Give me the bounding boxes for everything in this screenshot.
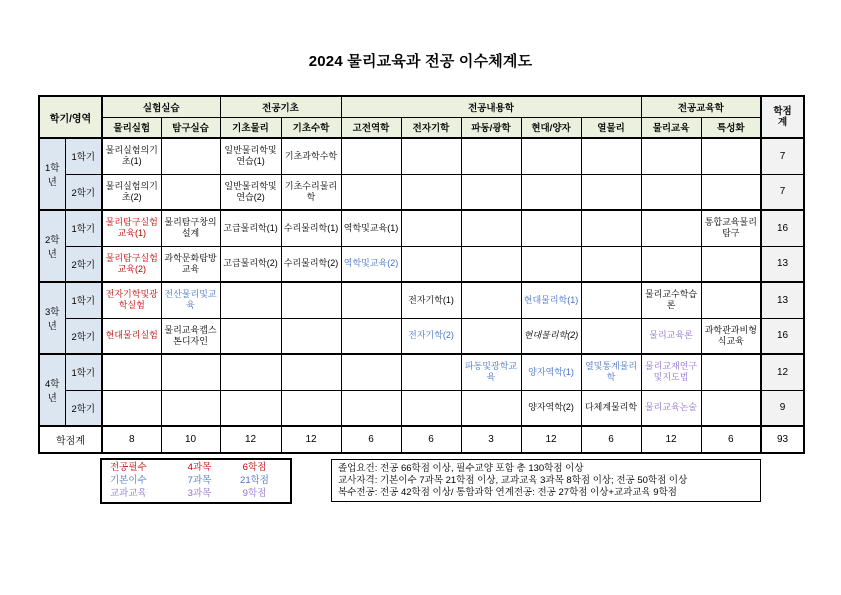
course-cell: 물리탐구실험교육(2) (102, 246, 161, 282)
footer-credit: 12 (220, 426, 281, 453)
footer-credit: 6 (401, 426, 461, 453)
course-cell (641, 246, 701, 282)
semester-label: 2학기 (65, 174, 102, 210)
course-cell: 파동및광학교육 (461, 354, 521, 390)
course-cell: 양자역학(2) (521, 390, 581, 426)
course-cell (461, 210, 521, 246)
requirements-box (331, 459, 761, 502)
legend-row-required: 전공필수 4과목 6학점 (110, 462, 267, 474)
semester-label: 1학기 (65, 210, 102, 246)
course-cell (220, 318, 281, 354)
course-cell: 역학및교육(1) (341, 210, 401, 246)
course-cell: 수리물리학(2) (281, 246, 341, 282)
year-label: 3학년 (39, 282, 65, 354)
course-cell (461, 246, 521, 282)
course-cell (281, 282, 341, 318)
course-cell: 열및통계물리학 (581, 354, 641, 390)
legend-row-basic: 기본이수 7과목 21학점 (110, 474, 269, 486)
column-header: 탐구실습 (161, 117, 220, 138)
course-cell (701, 390, 761, 426)
credits-cell: 7 (761, 138, 804, 174)
column-header: 현대/양자 (521, 117, 581, 138)
footer-credit: 6 (581, 426, 641, 453)
column-header: 기초물리 (220, 117, 281, 138)
group-header-lab: 실험실습 (102, 96, 220, 117)
course-cell (281, 354, 341, 390)
footer-credit: 8 (102, 426, 161, 453)
year-label: 1학년 (39, 138, 65, 210)
course-cell (401, 246, 461, 282)
course-cell: 현대물리학(2) (521, 318, 581, 354)
group-header-pedagogy: 전공교육학 (641, 96, 761, 117)
semester-label: 2학기 (65, 318, 102, 354)
semester-label: 1학기 (65, 282, 102, 318)
course-cell: 전자기학(2) (401, 318, 461, 354)
course-cell (401, 174, 461, 210)
course-cell (461, 138, 521, 174)
credits-cell: 13 (761, 246, 804, 282)
requirement-line: 복수전공: 전공 42학점 이상/ 통합과학 연계전공: 전공 27학점 이상+교과교육 9학점 (338, 486, 677, 498)
course-cell: 기초과학수학 (281, 138, 341, 174)
footer-credit: 6 (701, 426, 761, 453)
legend-box (100, 458, 292, 504)
course-cell (521, 246, 581, 282)
course-cell (102, 390, 161, 426)
course-cell: 양자역학(1) (521, 354, 581, 390)
course-cell (581, 174, 641, 210)
footer-credit: 3 (461, 426, 521, 453)
course-cell (281, 318, 341, 354)
credits-cell: 9 (761, 390, 804, 426)
footer-credit: 6 (341, 426, 401, 453)
course-cell (341, 354, 401, 390)
course-cell (461, 282, 521, 318)
course-cell (581, 246, 641, 282)
course-cell (341, 318, 401, 354)
course-cell (102, 354, 161, 390)
course-cell (641, 210, 701, 246)
course-cell (161, 138, 220, 174)
course-cell: 현대물리학(1) (521, 282, 581, 318)
course-cell: 전산물리및교육 (161, 282, 220, 318)
corner-header: 학기/영역 (39, 96, 102, 138)
course-cell: 고급물리학(1) (220, 210, 281, 246)
course-cell (581, 138, 641, 174)
course-cell (701, 282, 761, 318)
course-cell: 물리교육캡스톤디자인 (161, 318, 220, 354)
course-cell: 일반물리학및연습(2) (220, 174, 281, 210)
course-cell: 물리실험의기초(1) (102, 138, 161, 174)
course-cell (521, 174, 581, 210)
course-cell (401, 210, 461, 246)
column-header: 물리교육 (641, 117, 701, 138)
course-cell: 기초수리물리학 (281, 174, 341, 210)
course-cell (581, 210, 641, 246)
course-cell (461, 390, 521, 426)
course-cell (641, 174, 701, 210)
course-cell (701, 174, 761, 210)
course-cell (401, 354, 461, 390)
course-cell (461, 318, 521, 354)
credits-cell: 12 (761, 354, 804, 390)
course-cell: 전자기학(1) (401, 282, 461, 318)
credits-cell: 16 (761, 210, 804, 246)
course-cell (701, 246, 761, 282)
footer-label: 학점계 (39, 426, 102, 453)
course-cell (341, 390, 401, 426)
column-header: 열물리 (581, 117, 641, 138)
course-cell (641, 138, 701, 174)
course-cell: 물리교재연구및지도법 (641, 354, 701, 390)
course-cell (401, 138, 461, 174)
course-cell: 물리교수학습론 (641, 282, 701, 318)
credit-total-header: 학점계 (761, 96, 804, 138)
course-cell (341, 282, 401, 318)
year-label: 4학년 (39, 354, 65, 426)
course-cell (161, 354, 220, 390)
footer-credit: 10 (161, 426, 220, 453)
course-cell (161, 174, 220, 210)
footer-credit: 12 (641, 426, 701, 453)
course-cell (220, 282, 281, 318)
column-header: 파동/광학 (461, 117, 521, 138)
column-header: 기초수학 (281, 117, 341, 138)
course-cell: 과학문화탐방교육 (161, 246, 220, 282)
legend-row-subject: 교과교육 3과목 9학점 (110, 487, 267, 499)
course-cell: 현대물리실험 (102, 318, 161, 354)
course-cell: 물리교육론 (641, 318, 701, 354)
group-header-content: 전공내용학 (341, 96, 641, 117)
column-header: 특성화 (701, 117, 761, 138)
semester-label: 2학기 (65, 246, 102, 282)
year-label: 2학년 (39, 210, 65, 282)
semester-label: 1학기 (65, 354, 102, 390)
semester-label: 1학기 (65, 138, 102, 174)
footer-credit: 12 (281, 426, 341, 453)
course-cell (581, 282, 641, 318)
requirement-line: 교사자격: 기본이수 7과목 21학점 이상, 교과교육 3과목 8학점 이상; 전공 50학점 이상 (338, 474, 688, 486)
credits-cell: 16 (761, 318, 804, 354)
course-cell: 물리실험의기초(2) (102, 174, 161, 210)
course-cell (461, 174, 521, 210)
footer-credit: 12 (521, 426, 581, 453)
course-cell (401, 390, 461, 426)
course-cell: 일반물리학및연습(1) (220, 138, 281, 174)
course-cell: 물리탐구창의설계 (161, 210, 220, 246)
credits-cell: 7 (761, 174, 804, 210)
course-cell (281, 390, 341, 426)
course-cell: 역학및교육(2) (341, 246, 401, 282)
course-cell: 과학관과비형식교육 (701, 318, 761, 354)
course-cell (220, 390, 281, 426)
column-header: 물리실험 (102, 117, 161, 138)
course-cell (341, 138, 401, 174)
group-header-basics: 전공기초 (220, 96, 341, 117)
column-header: 고전역학 (341, 117, 401, 138)
course-cell: 통합교육물리탐구 (701, 210, 761, 246)
course-cell: 다체계물리학 (581, 390, 641, 426)
course-cell (521, 210, 581, 246)
course-cell (521, 138, 581, 174)
course-cell (220, 354, 281, 390)
page-title: 2024 물리교육과 전공 이수체계도 (308, 53, 533, 70)
requirement-line: 졸업요건: 전공 66학점 이상, 필수교양 포함 총 130학점 이상 (338, 463, 584, 474)
course-cell (341, 174, 401, 210)
curriculum-table (38, 95, 805, 454)
column-header: 전자기학 (401, 117, 461, 138)
course-cell (701, 138, 761, 174)
course-cell: 물리교육논술 (641, 390, 701, 426)
course-cell (701, 354, 761, 390)
course-cell (161, 390, 220, 426)
course-cell (581, 318, 641, 354)
footer-grand-total: 93 (761, 426, 804, 453)
course-cell: 고급물리학(2) (220, 246, 281, 282)
course-cell: 물리탐구실험교육(1) (102, 210, 161, 246)
course-cell: 전자기학및광학실험 (102, 282, 161, 318)
semester-label: 2학기 (65, 390, 102, 426)
course-cell: 수리물리학(1) (281, 210, 341, 246)
credits-cell: 13 (761, 282, 804, 318)
